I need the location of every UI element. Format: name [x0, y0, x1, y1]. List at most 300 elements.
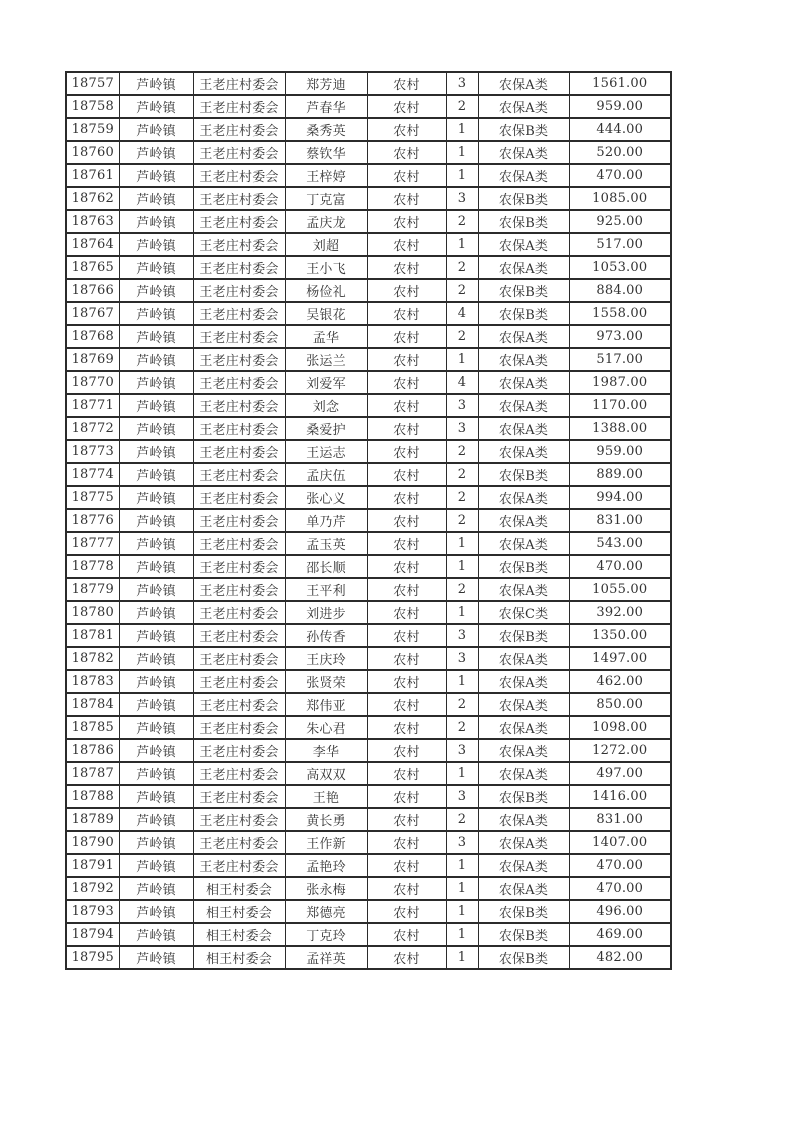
- cell-person-count: 2: [446, 256, 478, 279]
- table-row: [66, 785, 671, 808]
- cell-residence-type: 农村: [367, 831, 446, 854]
- cell-amount: 470.00: [569, 555, 671, 578]
- cell-residence-type: 农村: [367, 187, 446, 210]
- cell-village-committee: 王老庄村委会: [193, 187, 285, 210]
- cell-person-name: 朱心君: [285, 716, 367, 739]
- cell-person-name: 刘爱军: [285, 371, 367, 394]
- cell-insurance-category: 农保A类: [478, 739, 569, 762]
- table-row: [66, 670, 671, 693]
- cell-person-name: 邵长顺: [285, 555, 367, 578]
- cell-residence-type: 农村: [367, 670, 446, 693]
- cell-village-committee: 王老庄村委会: [193, 831, 285, 854]
- cell-residence-type: 农村: [367, 739, 446, 762]
- cell-town: 芦岭镇: [119, 670, 193, 693]
- cell-residence-type: 农村: [367, 210, 446, 233]
- cell-amount: 959.00: [569, 95, 671, 118]
- cell-town: 芦岭镇: [119, 463, 193, 486]
- cell-residence-type: 农村: [367, 555, 446, 578]
- cell-person-name: 王运志: [285, 440, 367, 463]
- cell-town: 芦岭镇: [119, 348, 193, 371]
- cell-person-name: 杨俭礼: [285, 279, 367, 302]
- cell-insurance-category: 农保A类: [478, 486, 569, 509]
- cell-insurance-category: 农保A类: [478, 440, 569, 463]
- cell-town: 芦岭镇: [119, 555, 193, 578]
- cell-insurance-category: 农保B类: [478, 302, 569, 325]
- cell-person-count: 2: [446, 486, 478, 509]
- cell-person-name: 芦春华: [285, 95, 367, 118]
- cell-person-count: 2: [446, 693, 478, 716]
- cell-town: 芦岭镇: [119, 854, 193, 877]
- cell-residence-type: 农村: [367, 256, 446, 279]
- cell-person-name: 单乃芹: [285, 509, 367, 532]
- cell-village-committee: 王老庄村委会: [193, 808, 285, 831]
- table-row: [66, 118, 671, 141]
- cell-person-name: 黄长勇: [285, 808, 367, 831]
- cell-village-committee: 王老庄村委会: [193, 624, 285, 647]
- table-row: [66, 693, 671, 716]
- cell-amount: 392.00: [569, 601, 671, 624]
- cell-insurance-category: 农保A类: [478, 256, 569, 279]
- cell-person-name: 桑爱护: [285, 417, 367, 440]
- cell-amount: 831.00: [569, 509, 671, 532]
- table-row: [66, 440, 671, 463]
- cell-residence-type: 农村: [367, 578, 446, 601]
- cell-insurance-category: 农保B类: [478, 279, 569, 302]
- cell-insurance-category: 农保A类: [478, 877, 569, 900]
- cell-record-id: 18786: [66, 739, 119, 762]
- table-row: [66, 716, 671, 739]
- cell-village-committee: 王老庄村委会: [193, 256, 285, 279]
- roster-table-body: [66, 72, 671, 969]
- cell-village-committee: 王老庄村委会: [193, 118, 285, 141]
- cell-person-name: 孟华: [285, 325, 367, 348]
- cell-person-name: 王艳: [285, 785, 367, 808]
- cell-town: 芦岭镇: [119, 739, 193, 762]
- cell-record-id: 18783: [66, 670, 119, 693]
- cell-town: 芦岭镇: [119, 509, 193, 532]
- cell-amount: 889.00: [569, 463, 671, 486]
- cell-amount: 1497.00: [569, 647, 671, 670]
- table-row: [66, 279, 671, 302]
- cell-amount: 1350.00: [569, 624, 671, 647]
- cell-insurance-category: 农保A类: [478, 417, 569, 440]
- cell-insurance-category: 农保A类: [478, 670, 569, 693]
- table-row: [66, 647, 671, 670]
- cell-town: 芦岭镇: [119, 808, 193, 831]
- cell-person-name: 王梓婷: [285, 164, 367, 187]
- cell-amount: 462.00: [569, 670, 671, 693]
- cell-record-id: 18787: [66, 762, 119, 785]
- cell-person-name: 孟庆伍: [285, 463, 367, 486]
- cell-amount: 1055.00: [569, 578, 671, 601]
- cell-insurance-category: 农保A类: [478, 647, 569, 670]
- cell-person-count: 2: [446, 716, 478, 739]
- cell-person-count: 1: [446, 233, 478, 256]
- cell-village-committee: 王老庄村委会: [193, 164, 285, 187]
- cell-person-name: 张永梅: [285, 877, 367, 900]
- cell-person-count: 3: [446, 624, 478, 647]
- cell-village-committee: 王老庄村委会: [193, 325, 285, 348]
- cell-person-name: 孟庆龙: [285, 210, 367, 233]
- cell-town: 芦岭镇: [119, 601, 193, 624]
- cell-person-count: 1: [446, 762, 478, 785]
- cell-amount: 1098.00: [569, 716, 671, 739]
- cell-person-name: 刘进步: [285, 601, 367, 624]
- table-row: [66, 394, 671, 417]
- cell-amount: 470.00: [569, 854, 671, 877]
- cell-insurance-category: 农保A类: [478, 808, 569, 831]
- cell-residence-type: 农村: [367, 647, 446, 670]
- cell-amount: 994.00: [569, 486, 671, 509]
- cell-village-committee: 王老庄村委会: [193, 601, 285, 624]
- cell-record-id: 18769: [66, 348, 119, 371]
- cell-record-id: 18765: [66, 256, 119, 279]
- cell-amount: 884.00: [569, 279, 671, 302]
- table-row: [66, 371, 671, 394]
- cell-person-count: 2: [446, 808, 478, 831]
- table-row: [66, 831, 671, 854]
- cell-residence-type: 农村: [367, 72, 446, 95]
- cell-person-name: 吴银花: [285, 302, 367, 325]
- cell-person-count: 1: [446, 164, 478, 187]
- cell-record-id: 18793: [66, 900, 119, 923]
- cell-residence-type: 农村: [367, 279, 446, 302]
- cell-amount: 482.00: [569, 946, 671, 969]
- cell-record-id: 18761: [66, 164, 119, 187]
- cell-person-name: 丁克玲: [285, 923, 367, 946]
- cell-record-id: 18777: [66, 532, 119, 555]
- cell-insurance-category: 农保A类: [478, 95, 569, 118]
- cell-village-committee: 王老庄村委会: [193, 233, 285, 256]
- cell-amount: 469.00: [569, 923, 671, 946]
- cell-record-id: 18790: [66, 831, 119, 854]
- cell-village-committee: 王老庄村委会: [193, 95, 285, 118]
- cell-record-id: 18764: [66, 233, 119, 256]
- table-row: [66, 302, 671, 325]
- cell-residence-type: 农村: [367, 440, 446, 463]
- cell-record-id: 18784: [66, 693, 119, 716]
- cell-village-committee: 王老庄村委会: [193, 555, 285, 578]
- cell-town: 芦岭镇: [119, 187, 193, 210]
- cell-residence-type: 农村: [367, 923, 446, 946]
- table-row: [66, 233, 671, 256]
- cell-town: 芦岭镇: [119, 72, 193, 95]
- cell-person-count: 2: [446, 325, 478, 348]
- cell-amount: 497.00: [569, 762, 671, 785]
- table-row: [66, 417, 671, 440]
- cell-amount: 1407.00: [569, 831, 671, 854]
- table-row: [66, 463, 671, 486]
- cell-amount: 831.00: [569, 808, 671, 831]
- cell-amount: 470.00: [569, 164, 671, 187]
- cell-residence-type: 农村: [367, 601, 446, 624]
- cell-insurance-category: 农保A类: [478, 141, 569, 164]
- cell-person-count: 1: [446, 118, 478, 141]
- cell-record-id: 18774: [66, 463, 119, 486]
- cell-record-id: 18757: [66, 72, 119, 95]
- cell-residence-type: 农村: [367, 877, 446, 900]
- cell-person-count: 2: [446, 210, 478, 233]
- cell-town: 芦岭镇: [119, 578, 193, 601]
- cell-residence-type: 农村: [367, 693, 446, 716]
- cell-residence-type: 农村: [367, 302, 446, 325]
- cell-insurance-category: 农保B类: [478, 785, 569, 808]
- cell-insurance-category: 农保A类: [478, 693, 569, 716]
- cell-town: 芦岭镇: [119, 279, 193, 302]
- cell-insurance-category: 农保A类: [478, 762, 569, 785]
- cell-town: 芦岭镇: [119, 693, 193, 716]
- cell-residence-type: 农村: [367, 394, 446, 417]
- cell-person-name: 王庆玲: [285, 647, 367, 670]
- cell-residence-type: 农村: [367, 808, 446, 831]
- cell-insurance-category: 农保A类: [478, 716, 569, 739]
- cell-person-count: 1: [446, 532, 478, 555]
- cell-amount: 1272.00: [569, 739, 671, 762]
- cell-person-name: 孟玉英: [285, 532, 367, 555]
- cell-person-name: 刘超: [285, 233, 367, 256]
- cell-person-count: 1: [446, 141, 478, 164]
- cell-amount: 520.00: [569, 141, 671, 164]
- cell-village-committee: 王老庄村委会: [193, 440, 285, 463]
- cell-residence-type: 农村: [367, 95, 446, 118]
- cell-residence-type: 农村: [367, 854, 446, 877]
- cell-residence-type: 农村: [367, 233, 446, 256]
- cell-residence-type: 农村: [367, 946, 446, 969]
- table-row: [66, 601, 671, 624]
- cell-person-name: 李华: [285, 739, 367, 762]
- cell-person-count: 1: [446, 601, 478, 624]
- cell-village-committee: 相王村委会: [193, 923, 285, 946]
- cell-town: 芦岭镇: [119, 371, 193, 394]
- cell-town: 芦岭镇: [119, 877, 193, 900]
- cell-person-count: 1: [446, 854, 478, 877]
- cell-insurance-category: 农保A类: [478, 854, 569, 877]
- cell-town: 芦岭镇: [119, 785, 193, 808]
- cell-person-name: 王平利: [285, 578, 367, 601]
- cell-insurance-category: 农保A类: [478, 578, 569, 601]
- cell-insurance-category: 农保B类: [478, 463, 569, 486]
- table-row: [66, 164, 671, 187]
- cell-person-name: 蔡钦华: [285, 141, 367, 164]
- cell-insurance-category: 农保B类: [478, 624, 569, 647]
- cell-amount: 444.00: [569, 118, 671, 141]
- cell-person-count: 3: [446, 831, 478, 854]
- cell-record-id: 18788: [66, 785, 119, 808]
- cell-town: 芦岭镇: [119, 118, 193, 141]
- cell-residence-type: 农村: [367, 532, 446, 555]
- cell-residence-type: 农村: [367, 164, 446, 187]
- cell-record-id: 18767: [66, 302, 119, 325]
- cell-insurance-category: 农保A类: [478, 164, 569, 187]
- cell-village-committee: 相王村委会: [193, 946, 285, 969]
- cell-person-count: 1: [446, 877, 478, 900]
- cell-village-committee: 王老庄村委会: [193, 371, 285, 394]
- cell-record-id: 18758: [66, 95, 119, 118]
- table-row: [66, 95, 671, 118]
- cell-residence-type: 农村: [367, 371, 446, 394]
- cell-village-committee: 王老庄村委会: [193, 670, 285, 693]
- cell-record-id: 18782: [66, 647, 119, 670]
- cell-record-id: 18763: [66, 210, 119, 233]
- cell-village-committee: 相王村委会: [193, 877, 285, 900]
- cell-person-name: 高双双: [285, 762, 367, 785]
- cell-town: 芦岭镇: [119, 210, 193, 233]
- cell-town: 芦岭镇: [119, 762, 193, 785]
- cell-person-name: 王作新: [285, 831, 367, 854]
- cell-town: 芦岭镇: [119, 164, 193, 187]
- table-row: [66, 624, 671, 647]
- cell-record-id: 18773: [66, 440, 119, 463]
- table-row: [66, 877, 671, 900]
- cell-person-count: 2: [446, 463, 478, 486]
- cell-village-committee: 王老庄村委会: [193, 417, 285, 440]
- table-row: [66, 532, 671, 555]
- cell-insurance-category: 农保A类: [478, 394, 569, 417]
- cell-person-count: 3: [446, 739, 478, 762]
- cell-insurance-category: 农保A类: [478, 371, 569, 394]
- cell-village-committee: 王老庄村委会: [193, 302, 285, 325]
- cell-person-count: 4: [446, 371, 478, 394]
- cell-village-committee: 王老庄村委会: [193, 762, 285, 785]
- cell-person-count: 1: [446, 946, 478, 969]
- table-row: [66, 509, 671, 532]
- cell-record-id: 18781: [66, 624, 119, 647]
- table-row: [66, 923, 671, 946]
- cell-person-count: 2: [446, 279, 478, 302]
- cell-residence-type: 农村: [367, 325, 446, 348]
- cell-town: 芦岭镇: [119, 325, 193, 348]
- cell-person-count: 3: [446, 785, 478, 808]
- cell-town: 芦岭镇: [119, 532, 193, 555]
- table-row: [66, 946, 671, 969]
- cell-person-count: 1: [446, 900, 478, 923]
- cell-town: 芦岭镇: [119, 141, 193, 164]
- roster-table: [65, 71, 672, 970]
- cell-town: 芦岭镇: [119, 624, 193, 647]
- cell-person-count: 1: [446, 555, 478, 578]
- cell-town: 芦岭镇: [119, 486, 193, 509]
- cell-town: 芦岭镇: [119, 647, 193, 670]
- cell-person-count: 1: [446, 923, 478, 946]
- cell-village-committee: 王老庄村委会: [193, 739, 285, 762]
- cell-person-count: 2: [446, 578, 478, 601]
- cell-person-count: 3: [446, 394, 478, 417]
- cell-residence-type: 农村: [367, 463, 446, 486]
- cell-town: 芦岭镇: [119, 716, 193, 739]
- cell-person-count: 2: [446, 440, 478, 463]
- cell-village-committee: 王老庄村委会: [193, 210, 285, 233]
- cell-amount: 470.00: [569, 877, 671, 900]
- cell-person-name: 刘念: [285, 394, 367, 417]
- table-row: [66, 256, 671, 279]
- cell-record-id: 18771: [66, 394, 119, 417]
- cell-village-committee: 王老庄村委会: [193, 348, 285, 371]
- cell-village-committee: 王老庄村委会: [193, 785, 285, 808]
- cell-person-name: 郑伟亚: [285, 693, 367, 716]
- cell-insurance-category: 农保A类: [478, 532, 569, 555]
- cell-record-id: 18772: [66, 417, 119, 440]
- cell-insurance-category: 农保B类: [478, 210, 569, 233]
- cell-insurance-category: 农保A类: [478, 325, 569, 348]
- cell-amount: 1085.00: [569, 187, 671, 210]
- cell-record-id: 18760: [66, 141, 119, 164]
- cell-insurance-category: 农保C类: [478, 601, 569, 624]
- cell-amount: 496.00: [569, 900, 671, 923]
- cell-residence-type: 农村: [367, 509, 446, 532]
- cell-amount: 1170.00: [569, 394, 671, 417]
- cell-person-count: 4: [446, 302, 478, 325]
- table-row: [66, 348, 671, 371]
- cell-record-id: 18791: [66, 854, 119, 877]
- cell-record-id: 18762: [66, 187, 119, 210]
- cell-amount: 517.00: [569, 348, 671, 371]
- cell-person-count: 3: [446, 187, 478, 210]
- cell-amount: 850.00: [569, 693, 671, 716]
- table-row: [66, 187, 671, 210]
- cell-village-committee: 王老庄村委会: [193, 854, 285, 877]
- cell-person-count: 2: [446, 95, 478, 118]
- cell-record-id: 18789: [66, 808, 119, 831]
- table-row: [66, 555, 671, 578]
- cell-insurance-category: 农保B类: [478, 118, 569, 141]
- cell-person-name: 孙传香: [285, 624, 367, 647]
- cell-village-committee: 王老庄村委会: [193, 647, 285, 670]
- cell-village-committee: 王老庄村委会: [193, 509, 285, 532]
- cell-record-id: 18779: [66, 578, 119, 601]
- cell-town: 芦岭镇: [119, 233, 193, 256]
- cell-person-count: 3: [446, 72, 478, 95]
- cell-person-name: 桑秀英: [285, 118, 367, 141]
- table-row: [66, 486, 671, 509]
- cell-amount: 925.00: [569, 210, 671, 233]
- table-row: [66, 854, 671, 877]
- cell-amount: 959.00: [569, 440, 671, 463]
- cell-person-name: 孟祥英: [285, 946, 367, 969]
- cell-record-id: 18778: [66, 555, 119, 578]
- cell-person-name: 郑芳迪: [285, 72, 367, 95]
- cell-amount: 1416.00: [569, 785, 671, 808]
- cell-insurance-category: 农保A类: [478, 72, 569, 95]
- cell-amount: 1987.00: [569, 371, 671, 394]
- cell-residence-type: 农村: [367, 716, 446, 739]
- cell-town: 芦岭镇: [119, 946, 193, 969]
- cell-village-committee: 王老庄村委会: [193, 279, 285, 302]
- cell-record-id: 18768: [66, 325, 119, 348]
- cell-person-name: 张贤荣: [285, 670, 367, 693]
- cell-residence-type: 农村: [367, 900, 446, 923]
- cell-person-count: 3: [446, 417, 478, 440]
- cell-town: 芦岭镇: [119, 900, 193, 923]
- cell-town: 芦岭镇: [119, 417, 193, 440]
- cell-insurance-category: 农保A类: [478, 831, 569, 854]
- cell-insurance-category: 农保B类: [478, 900, 569, 923]
- cell-amount: 1388.00: [569, 417, 671, 440]
- cell-person-name: 丁克富: [285, 187, 367, 210]
- cell-amount: 973.00: [569, 325, 671, 348]
- cell-record-id: 18766: [66, 279, 119, 302]
- cell-amount: 1053.00: [569, 256, 671, 279]
- cell-town: 芦岭镇: [119, 302, 193, 325]
- cell-record-id: 18792: [66, 877, 119, 900]
- cell-town: 芦岭镇: [119, 831, 193, 854]
- cell-village-committee: 王老庄村委会: [193, 141, 285, 164]
- cell-insurance-category: 农保B类: [478, 946, 569, 969]
- table-row: [66, 72, 671, 95]
- cell-record-id: 18759: [66, 118, 119, 141]
- table-row: [66, 900, 671, 923]
- cell-record-id: 18794: [66, 923, 119, 946]
- cell-insurance-category: 农保A类: [478, 509, 569, 532]
